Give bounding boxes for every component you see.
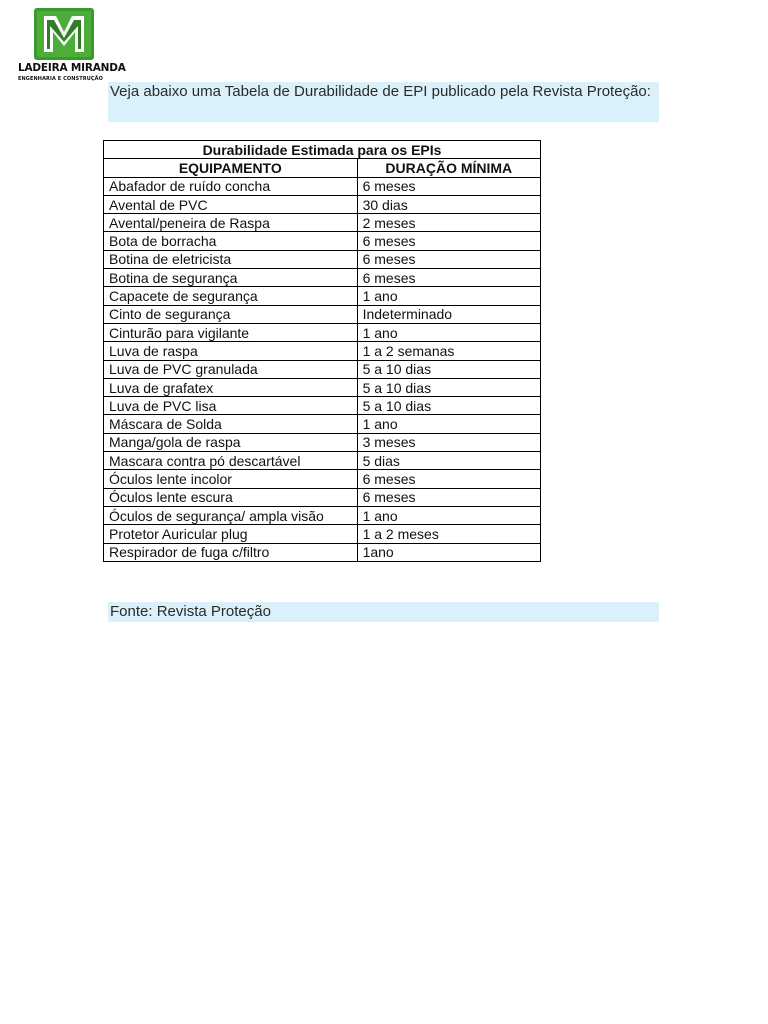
equipment-cell: Manga/gola de raspa xyxy=(104,433,358,451)
source-citation: Fonte: Revista Proteção xyxy=(108,602,659,622)
equipment-cell: Óculos de segurança/ ampla visão xyxy=(104,506,358,524)
duration-cell: 5 a 10 dias xyxy=(357,360,540,378)
duration-cell: 1 a 2 meses xyxy=(357,525,540,543)
table-row xyxy=(104,214,541,232)
duration-cell: Indeterminado xyxy=(357,305,540,323)
table-row xyxy=(104,543,541,561)
equipment-cell: Óculos lente escura xyxy=(104,488,358,506)
table-row xyxy=(104,195,541,213)
duration-cell: 5 a 10 dias xyxy=(357,397,540,415)
equipment-cell: Luva de grafatex xyxy=(104,378,358,396)
duration-cell: 6 meses xyxy=(357,250,540,268)
equipment-cell: Botina de segurança xyxy=(104,269,358,287)
table-header-row xyxy=(104,159,541,177)
duration-cell: 6 meses xyxy=(357,177,540,195)
duration-cell: 1ano xyxy=(357,543,540,561)
column-header-duration: DURAÇÃO MÍNIMA xyxy=(357,159,540,177)
equipment-cell: Luva de PVC lisa xyxy=(104,397,358,415)
table-title-row xyxy=(104,141,541,159)
table-row xyxy=(104,397,541,415)
table-row xyxy=(104,452,541,470)
company-name: LADEIRA MIRANDA xyxy=(18,62,126,74)
equipment-cell: Máscara de Solda xyxy=(104,415,358,433)
duration-cell: 5 a 10 dias xyxy=(357,378,540,396)
intro-text: Veja abaixo uma Tabela de Durabilidade de EPI publicado pela Revista Proteção: xyxy=(108,82,659,122)
duration-cell: 3 meses xyxy=(357,433,540,451)
duration-cell: 1 ano xyxy=(357,323,540,341)
company-tagline: ENGENHARIA E CONSTRUÇÃO xyxy=(18,76,103,82)
table-row xyxy=(104,177,541,195)
duration-cell: 6 meses xyxy=(357,488,540,506)
equipment-cell: Capacete de segurança xyxy=(104,287,358,305)
table-row xyxy=(104,305,541,323)
equipment-cell: Luva de raspa xyxy=(104,342,358,360)
equipment-cell: Avental de PVC xyxy=(104,195,358,213)
duration-cell: 6 meses xyxy=(357,470,540,488)
duration-cell: 1 ano xyxy=(357,506,540,524)
table-row xyxy=(104,433,541,451)
equipment-cell: Luva de PVC granulada xyxy=(104,360,358,378)
table-row xyxy=(104,415,541,433)
table-row xyxy=(104,287,541,305)
equipment-cell: Cinturão para vigilante xyxy=(104,323,358,341)
duration-cell: 1 a 2 semanas xyxy=(357,342,540,360)
equipment-cell: Mascara contra pó descartável xyxy=(104,452,358,470)
table-row xyxy=(104,378,541,396)
column-header-equipment: EQUIPAMENTO xyxy=(104,159,358,177)
duration-cell: 5 dias xyxy=(357,452,540,470)
table-row xyxy=(104,525,541,543)
ladeira-miranda-logo-icon xyxy=(34,8,94,60)
table-row xyxy=(104,506,541,524)
duration-cell: 30 dias xyxy=(357,195,540,213)
epi-durability-table xyxy=(103,140,541,562)
company-logo xyxy=(18,8,126,86)
equipment-cell: Óculos lente incolor xyxy=(104,470,358,488)
table-row xyxy=(104,323,541,341)
equipment-cell: Abafador de ruído concha xyxy=(104,177,358,195)
duration-cell: 1 ano xyxy=(357,415,540,433)
duration-cell: 1 ano xyxy=(357,287,540,305)
equipment-cell: Bota de borracha xyxy=(104,232,358,250)
table-row xyxy=(104,342,541,360)
equipment-cell: Protetor Auricular plug xyxy=(104,525,358,543)
table-row xyxy=(104,269,541,287)
table-title: Durabilidade Estimada para os EPIs xyxy=(104,141,541,159)
table-row xyxy=(104,360,541,378)
table-row xyxy=(104,250,541,268)
equipment-cell: Cinto de segurança xyxy=(104,305,358,323)
table-row xyxy=(104,470,541,488)
duration-cell: 6 meses xyxy=(357,269,540,287)
equipment-cell: Avental/peneira de Raspa xyxy=(104,214,358,232)
table-row xyxy=(104,488,541,506)
duration-cell: 6 meses xyxy=(357,232,540,250)
equipment-cell: Botina de eletricista xyxy=(104,250,358,268)
table-row xyxy=(104,232,541,250)
duration-cell: 2 meses xyxy=(357,214,540,232)
equipment-cell: Respirador de fuga c/filtro xyxy=(104,543,358,561)
